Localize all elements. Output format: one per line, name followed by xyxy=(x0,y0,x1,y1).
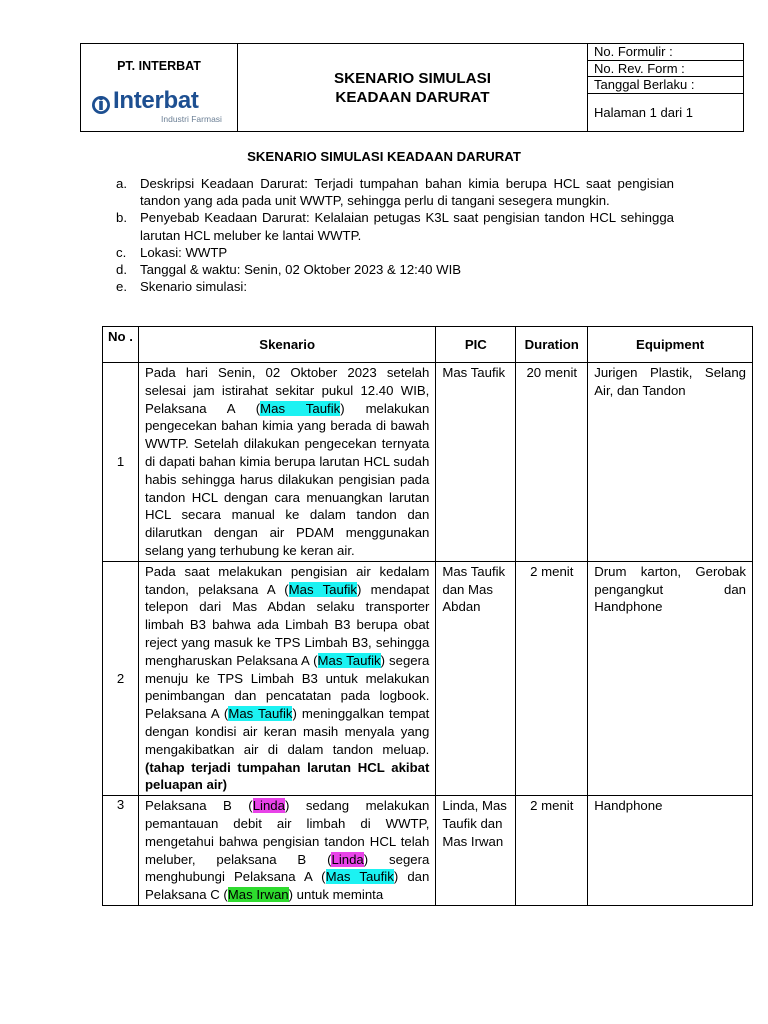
duration-cell: 2 menit xyxy=(516,796,588,906)
logo-subtitle: Industri Farmasi xyxy=(161,114,222,124)
page-number: Halaman 1 dari 1 xyxy=(594,105,693,120)
scenario-table xyxy=(102,326,753,906)
highlight-name: Mas Taufik xyxy=(317,652,381,668)
scenario-bold-note: (tahap terjadi tumpahan larutan HCL akibat peluapan air) xyxy=(144,759,430,793)
header-no: No . xyxy=(103,327,139,363)
table-row xyxy=(103,363,753,562)
scenario-text: Pada saat melakukan pengisian air kedalam tandon, pelaksana A (Mas Taufik) mendapat telepon dari Mas Abdan selaku transporter limbah B3 bahwa ada Limbah B3 berupa obat reject yang masuk ke TPS Limbah B3, sehingga mengharuskan Pelaksana A (Mas Taufik) segera menuju ke TPS Limbah B3 untuk melakukan penimbangan dan pencatatan pada logbook. Pelaksana A (Mas Taufik) meninggalkan tempat dengan kondisi air keran masih menyala yang mengakibatkan air di dalam tandon meluap. (tahap terjadi tumpahan larutan HCL akibat peluapan air) xyxy=(138,561,435,795)
company-cell xyxy=(81,44,238,131)
equipment-cell: Handphone xyxy=(588,796,753,906)
header-duration: Duration xyxy=(516,327,588,363)
duration-cell: 20 menit xyxy=(516,363,588,562)
pic-cell: Mas Taufik xyxy=(436,363,516,562)
list-item: e. Skenario simulasi: xyxy=(116,279,248,295)
header-equipment: Equipment xyxy=(588,327,753,363)
form-header xyxy=(80,43,744,132)
document-title: SKENARIO SIMULASI KEADAAN DARURAT xyxy=(247,149,521,164)
table-row xyxy=(103,561,753,795)
header-pic: PIC xyxy=(436,327,516,363)
form-meta xyxy=(588,44,743,131)
highlight-name: Linda xyxy=(252,798,285,814)
form-title xyxy=(238,44,588,131)
company-name: PT. INTERBAT xyxy=(117,59,201,73)
highlight-name: Mas Taufik xyxy=(288,581,358,597)
header-skenario: Skenario xyxy=(138,327,435,363)
form-title-line2: KEADAAN DARURAT xyxy=(335,88,490,106)
list-item: b. Penyebab Keadaan Darurat: Kelalaian petugas K3L saat pengisian tandon HCL sehingga larutan HCL meluber ke lantai WWTP. xyxy=(116,210,674,243)
table-header-row xyxy=(103,327,753,363)
highlight-name: Mas Taufik xyxy=(228,706,293,722)
row-number: 1 xyxy=(103,363,139,562)
highlight-name: Mas Taufik xyxy=(325,869,394,885)
row-number: 3 xyxy=(103,796,139,906)
list-item: a. Deskripsi Keadaan Darurat: Terjadi tumpahan bahan kimia berupa HCL saat pengisian tandon yang ada pada unit WWTP, sehingga perlu di tangani sesegera mungkin. xyxy=(116,176,674,209)
scenario-description-list xyxy=(116,175,674,295)
highlight-name: Mas Irwan xyxy=(227,887,289,903)
list-item: c. Lokasi: WWTP xyxy=(116,244,228,260)
duration-cell: 2 menit xyxy=(516,561,588,795)
form-title-line1: SKENARIO SIMULASI xyxy=(334,69,491,87)
scenario-text: Pada hari Senin, 02 Oktober 2023 setelah selesai jam istirahat sekitar pukul 12.40 WIB, Pelaksana A (Mas Taufik) melakukan pengecekan bahan kimia yang berada di bawah WWTP. Setelah dilakukan pengecekan ternyata di dapati bahan kimia berupa larutan HCL sudah habis sehingga harus dilakukan pengisian pada tandon HCL dengan cara menuangkan larutan HCL secara manual ke dalam tandon dan dilarutkan dengan air PDAM menggunakan selang yang terhubung ke keran air. xyxy=(138,363,435,562)
interbat-logo-icon xyxy=(91,91,111,117)
equipment-cell: Jurigen Plastik, Selang Air, dan Tandon xyxy=(588,363,753,562)
pic-cell: Mas Taufik dan Mas Abdan xyxy=(436,561,516,795)
interbat-logo xyxy=(91,87,227,129)
pic-cell: Linda, Mas Taufik dan Mas Irwan xyxy=(436,796,516,906)
highlight-name: Linda xyxy=(331,851,364,867)
table-row xyxy=(103,796,753,906)
form-number: No. Formulir : xyxy=(588,44,743,61)
highlight-name: Mas Taufik xyxy=(260,400,341,416)
list-item: d. Tanggal & waktu: Senin, 02 Oktober 2023 & 12:40 WIB xyxy=(116,262,462,278)
row-number: 2 xyxy=(103,561,139,795)
logo-wordmark: Interbat xyxy=(113,87,199,114)
revision-number: No. Rev. Form : xyxy=(588,61,743,78)
scenario-text: Pelaksana B (Linda) sedang melakukan pemantauan debit air limbah di WWTP, mengetahui bahwa pengisian tandon HCL telah meluber, pelaksana B (Linda) segera menghubungi Pelaksana A (Mas Taufik) dan Pelaksana C (Mas Irwan) untuk meminta xyxy=(138,796,435,906)
effective-date: Tanggal Berlaku : xyxy=(588,77,743,94)
equipment-cell: Drum karton, Gerobak pengangkut dan Handphone xyxy=(588,561,753,795)
